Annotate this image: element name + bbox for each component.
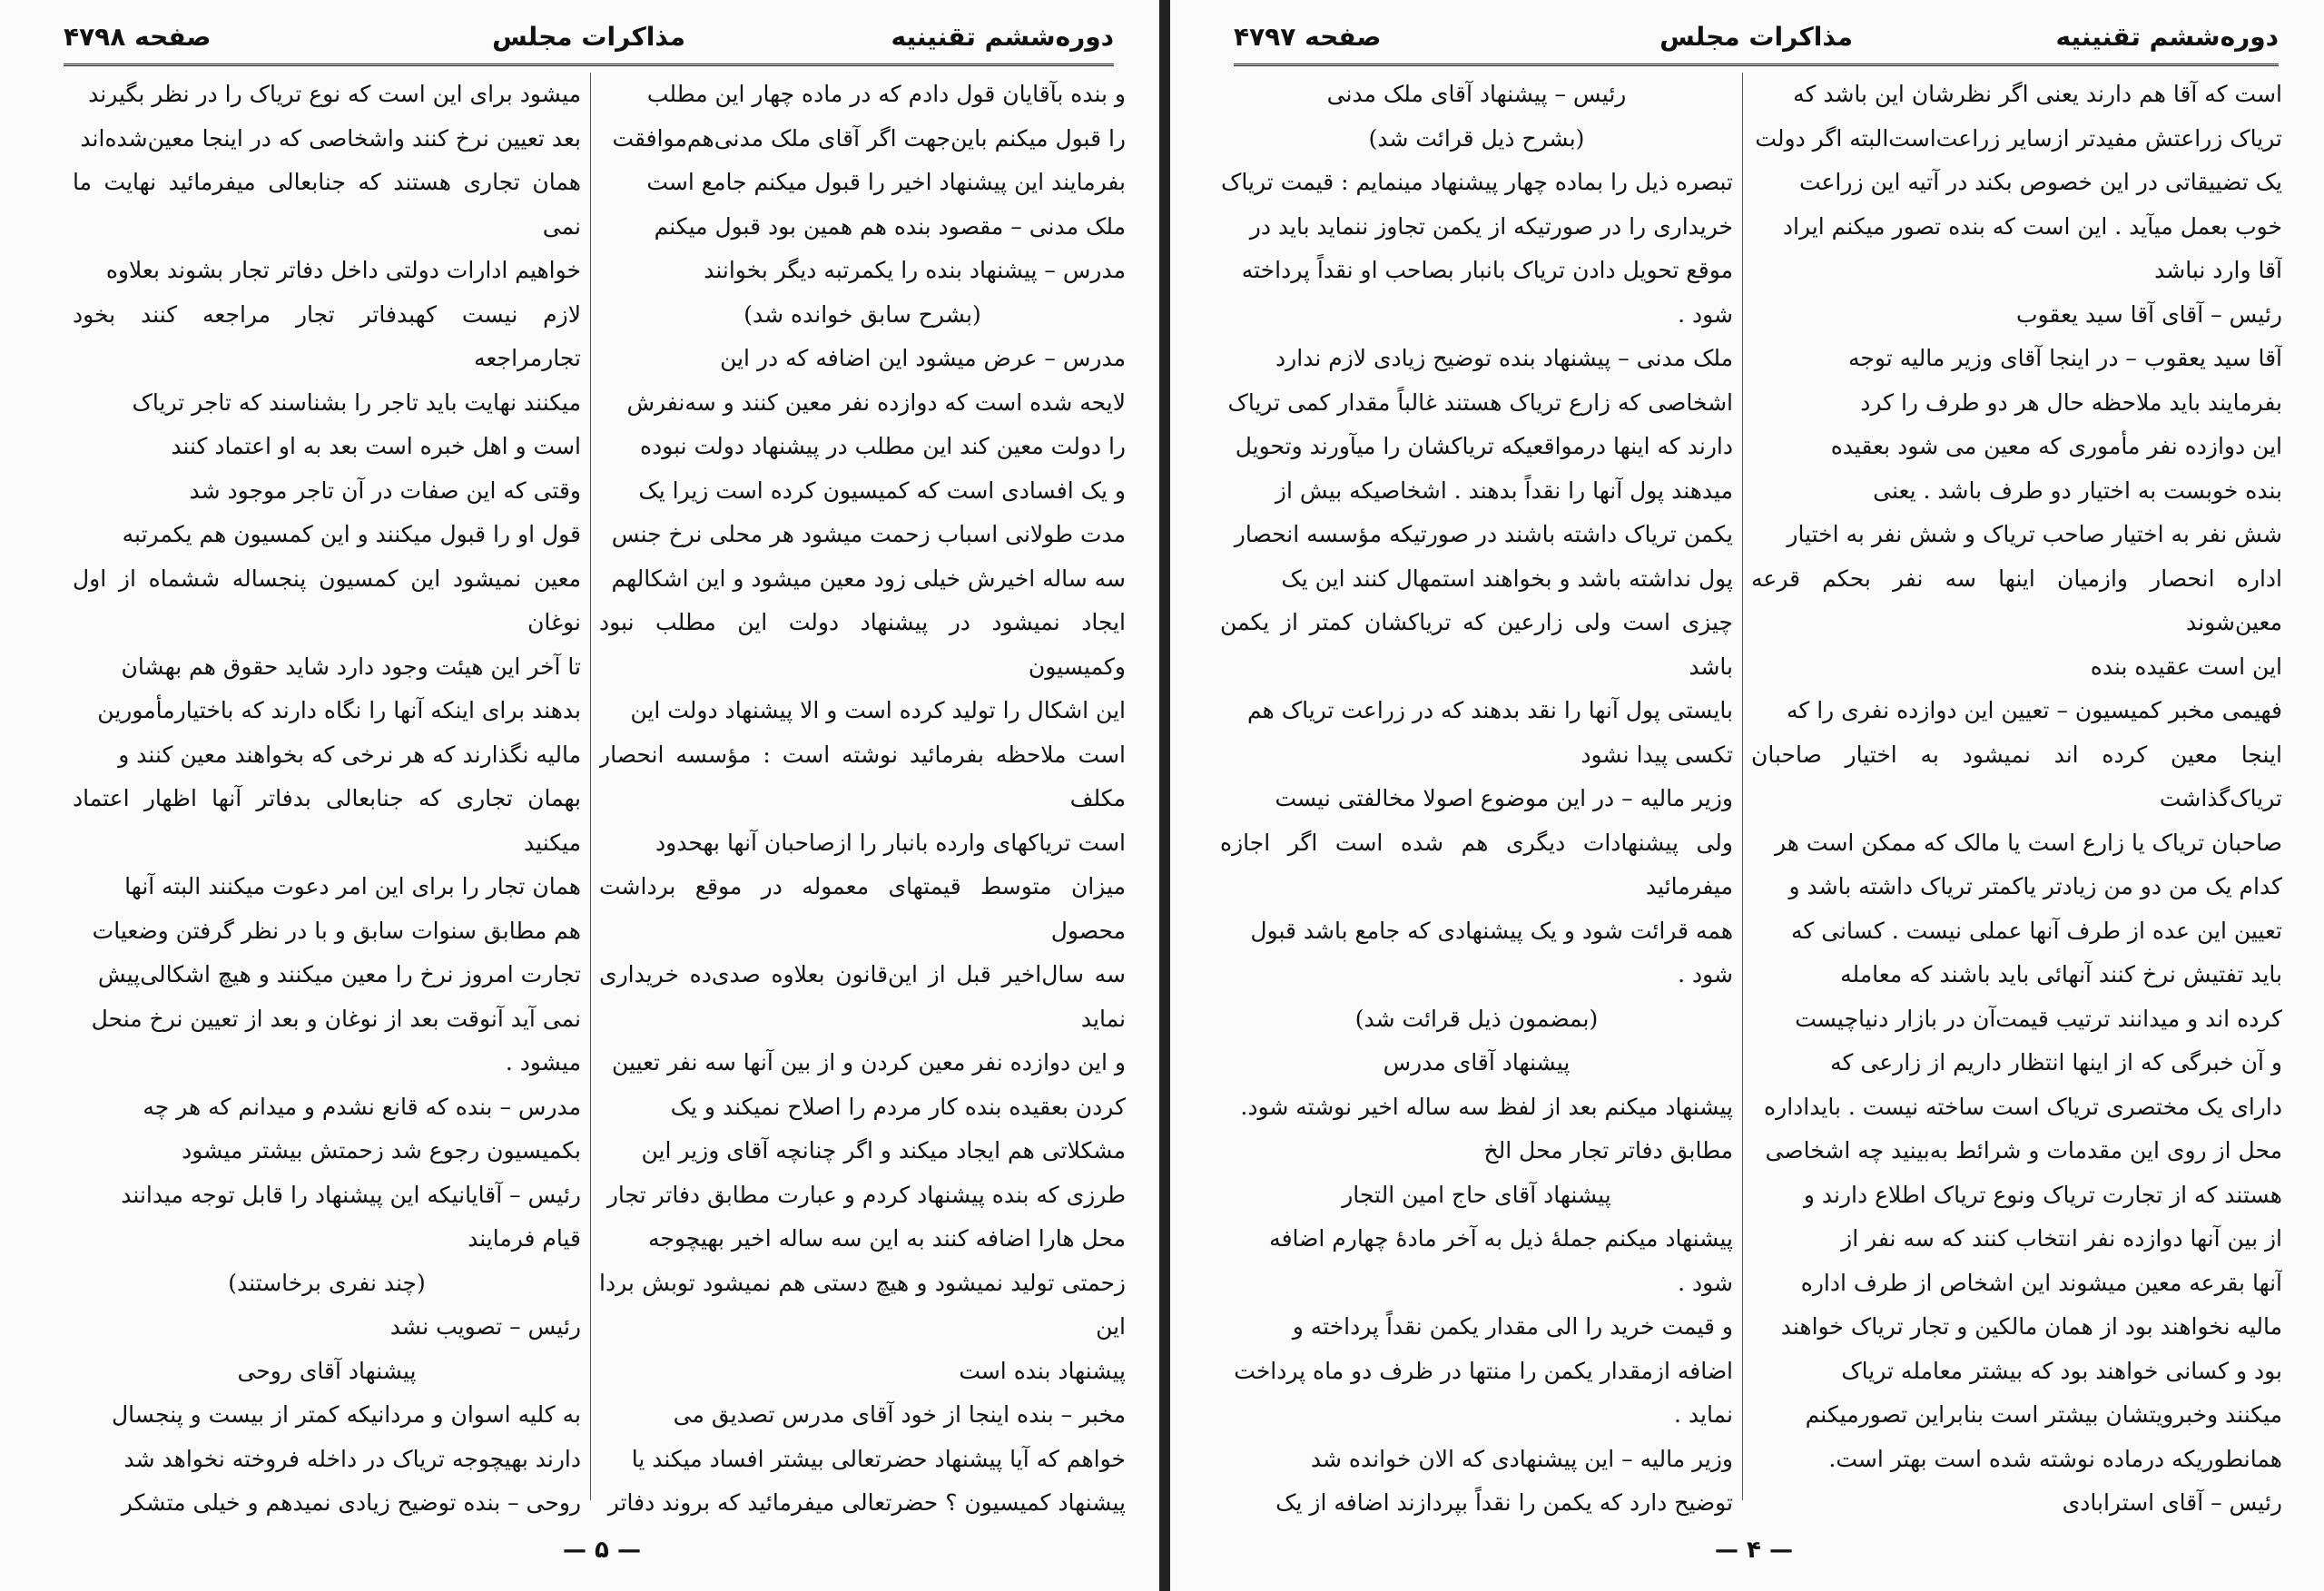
text-line: (بشرح سابق خوانده شد) — [743, 300, 981, 328]
text-line: پیشنهاد کمیسیون ؟ حضرتعالی میفرمائید که بروند دفاتر — [607, 1489, 1126, 1516]
text-line: وزیر مالیه – در این موضوع اصولا مخالفتی نیست — [1275, 785, 1733, 811]
text-line: اداره انحصار وازمیان اینها سه نفر بحکم قرعه معین‌شوند — [1751, 565, 2282, 635]
text-line: این اشکال را تولید کرده است و الا پیشنهاد دولت این — [630, 697, 1126, 723]
text-column-right — [599, 73, 1126, 1518]
text-line: این است عقیده بنده — [2090, 653, 2282, 680]
text-line: همان تجاری هستند که جنابعالی میفرمائید نهایت ما نمی — [73, 169, 581, 240]
column-divider — [1742, 73, 1743, 1500]
text-line: دارند بهیچوجه تریاک در داخله فروخته نخواهد شد — [123, 1445, 581, 1472]
text-line: و بنده بآقایان قول دادم که در ماده چهار این مطلب — [646, 81, 1126, 107]
text-line: روحی – بنده توضیح زیادی نمیدهم و خیلی متشکر — [121, 1489, 581, 1516]
text-line: و این دوازده نفر معین کردن و از بین آنها سه نفر تعیین — [612, 1049, 1126, 1075]
text-line: نماید . — [1673, 1401, 1733, 1428]
text-line: همه قرائت شود و یک پیشنهادی که جامع باشد قبول — [1250, 917, 1733, 944]
text-line: پول نداشته باشد و بخواهند استمهال کنند این یک — [1281, 565, 1733, 592]
text-line: مالیه نگذارند که هر نرخی که بخواهند معین کنند و — [118, 741, 581, 768]
text-line: همانطوریکه درماده نوشته شده است بهتر است. — [1828, 1445, 2282, 1472]
text-line: مدرس – پیشنهاد بنده را یکمرتبه دیگر بخوانند — [704, 257, 1126, 283]
page-folio: — ۵ — — [563, 1537, 641, 1564]
text-line: قول او را قبول میکنند و این کمسیون هم یکمرتبه — [122, 521, 581, 547]
text-line: است که آقا هم دارند یعنی اگر نظرشان این باشد که — [1793, 81, 2282, 107]
text-line: تکسی پیدا نشود — [1581, 741, 1733, 768]
text-line: بهمان تجاری که جنابعالی بدفاتر آنها اظهار اعتماد میکنید — [73, 785, 581, 856]
text-line: دارند که اینها درمواقعیکه تریاکشان را میآورند وتحویل — [1235, 433, 1733, 459]
text-line: ملک مدنی – پیشنهاد بنده توضیح زیادی لازم ندارد — [1275, 345, 1733, 371]
text-line: مالیه نخواهند بود از همان مالکین و تجار تریاک خواهند — [1780, 1313, 2282, 1340]
text-line: وقتی که این صفات در آن تاجر موجود شد — [189, 476, 581, 504]
text-line: شود . — [1678, 1269, 1733, 1296]
text-line: (بشرح ذیل قرائت شد) — [1368, 124, 1585, 152]
text-line: اضافه ازمقدار یکمن را منتها در ظرف دو ماه پرداخت — [1234, 1357, 1733, 1384]
text-line: قیام فرمایند — [468, 1225, 581, 1252]
text-line: محل هارا اضافه کنند به این سه ساله اخیر بهیچوجه — [648, 1225, 1126, 1252]
text-line: لازم نیست کهبدفاتر تجار مراجعه کنند بخود تجارمراجعه — [73, 300, 581, 371]
right-page — [1170, 0, 2324, 1591]
text-line: رئیس – آقایانیکه این پیشنهاد را قابل توجه میدانند — [121, 1181, 581, 1208]
page-number-label: صفحه ۴۷۹۸ — [64, 22, 212, 52]
text-column-left — [1220, 73, 1733, 1518]
text-line: لایحه شده است که دوازده نفر معین کنند و سه‌نفرش — [626, 388, 1126, 416]
publication-title: مذاکرات مجلس — [492, 22, 685, 52]
text-line: پیشنهاد آقای حاج امین التجار — [1342, 1181, 1611, 1208]
text-line: خوب بعمل میآید . این است که بنده تصور میکنم ایراد — [1782, 212, 2282, 240]
term-label: دوره‌ششم تقنینیه — [891, 22, 1114, 52]
text-line: آقا سید یعقوب – در اینجا آقای وزیر مالیه توجه — [1848, 345, 2282, 371]
text-line: آنها بقرعه معین میشوند این اشخاص از طرف اداره — [1800, 1269, 2282, 1296]
text-line: بنده خوبست به اختیار دو طرف باشد . یعنی — [1873, 476, 2282, 504]
text-line: رئیس – آقای آقا سید یعقوب — [2015, 300, 2282, 328]
text-line: میکنند وخبرویتشان بیشتر است بنابراین تصورمیکنم — [1805, 1401, 2282, 1428]
page-folio: — ۴ — — [1715, 1537, 1793, 1564]
text-line: این دوازده نفر مأموری که معین می شود بعقیده — [1830, 433, 2282, 459]
text-line: اشخاصی که زارع تریاک هستند غالباً مقدار کمی تریاک — [1227, 388, 1733, 416]
text-line: پیشنهاد میکنم جملهٔ ذیل به آخر مادهٔ چهارم اضافه — [1269, 1225, 1733, 1252]
text-line: آقا وارد نباشد — [2154, 257, 2282, 283]
text-line: (بمضمون ذیل قرائت شد) — [1354, 1005, 1599, 1032]
text-line: است و اهل خبره است بعد به او اعتماد کنند — [171, 433, 581, 459]
text-line: خواهم که آیا پیشنهاد حضرتعالی بیشتر افساد میکند یا — [631, 1445, 1126, 1472]
text-line: کدام یک من دو من زیادتر یاکمتر تریاک داشته باشد و — [1788, 873, 2282, 899]
text-line: بفرمایند باید ملاحظه حال هر دو طرف را کرد — [1860, 388, 2282, 416]
text-line: مدت طولانی اسباب زحمت میشود هر محلی نرخ جنس — [611, 521, 1126, 547]
text-line: طرزی که بنده پیشنهاد کردم و عبارت مطابق دفاتر تجار — [606, 1181, 1126, 1208]
text-line: هستند که از تجارت تریاک ونوع تریاک اطلاع دارند و — [1803, 1181, 2282, 1208]
column-divider — [590, 73, 591, 1500]
text-line: سه سال‌اخیر قبل از این‌قانون بعلاوه صدی‌ده خریداری نماید — [599, 961, 1126, 1032]
text-line: و قیمت خرید را الی مقدار یکمن نقداً پرداخته و — [1292, 1313, 1733, 1340]
text-line: را قبول میکنم باین‌جهت اگر آقای ملک مدنی‌هم‌موافقت — [612, 124, 1126, 152]
text-line: تعیین این عده از طرف آنها عملی نیست . کسانی که — [1790, 917, 2282, 944]
text-line: ولی پیشنهادات دیگری هم شده است اگر اجازه میفرمائید — [1220, 829, 1733, 899]
text-line: تبصره ذیل را بماده چهار پیشنهاد مینمایم : قیمت تریاک — [1221, 169, 1733, 195]
text-line: باید تفتیش نرخ کنند آنهائی باید باشند که معامله — [1840, 961, 2282, 987]
text-line: خریداری را در صورتیکه از یکمن تجاوز ننماید باید در — [1249, 212, 1733, 240]
text-line: کردن بعقیده بنده کار مردم را اصلاح نمیکند و یک — [670, 1093, 1126, 1120]
text-line: تجارت امروز نرخ را معین میکنند و هیچ اشکالی‌پیش — [97, 961, 581, 987]
text-line: موقع تحویل دادن تریاک بانبار بصاحب او نقداً پرداخته — [1241, 257, 1733, 283]
text-line: اینجا معین کرده اند نمیشود به اختیار صاحبان تریاک‌گذاشت — [1751, 741, 2282, 811]
text-line: کرده اند و میدانند ترتیب قیمت‌آن در بازار دنیاچیست — [1795, 1005, 2282, 1032]
term-label: دوره‌ششم تقنینیه — [2055, 22, 2279, 52]
text-line: مخبر – بنده اینجا از خود آقای مدرس تصدیق می — [673, 1401, 1126, 1428]
text-line: پیشنهاد میکنم بعد از لفظ سه ساله اخیر نوشته شود. — [1240, 1093, 1733, 1120]
text-line: فهیمی مخبر کمیسیون – تعیین این دوازده نفری را که — [1786, 697, 2282, 723]
text-line: به کلیه اسوان و مردانیکه کمتر از بیست و پنجسال — [111, 1401, 581, 1428]
text-line: مطابق دفاتر تجار محل الخ — [1483, 1137, 1733, 1164]
text-line: بفرمایند این پیشنهاد اخیر را قبول میکنم جامع است — [646, 169, 1126, 195]
text-line: بکمیسیون رجوع شد زحمتش بیشتر میشود — [182, 1137, 581, 1164]
text-column-left — [73, 73, 581, 1518]
text-line: توضیح دارد که یکمن را نقداً بپردازند اضافه از یک — [1275, 1489, 1733, 1516]
text-line: مدرس – عرض میشود این اضافه که در این — [720, 345, 1126, 371]
text-line: ایجاد نمیشود در پیشنهاد دولت این مطلب نبود وکمیسیون — [599, 609, 1126, 680]
text-line: رئیس – آقای استرابادی — [2062, 1489, 2282, 1516]
text-line: یک تضییقاتی در این خصوص بکند در آتیه این زراعت — [1798, 169, 2282, 195]
text-line: و آن خبرگی که از اینها انتظار داریم از زارعی که — [1830, 1049, 2282, 1075]
text-column-right — [1751, 73, 2282, 1518]
page-header — [64, 16, 1114, 66]
text-line: تا آخر این هیئت وجود دارد شاید حقوق هم بهشان — [121, 653, 581, 680]
text-line: وزیر مالیه – این پیشنهادی که الان خوانده شد — [1310, 1445, 1733, 1472]
text-line: شود . — [1678, 300, 1733, 328]
text-line: چیزی است ولی زارعین که تریاکشان کمتر از یکمن باشد — [1220, 609, 1733, 680]
text-line: میکنند نهایت باید تاجر را بشناسند که تاجر تریاک — [132, 388, 581, 416]
text-line: یکمن تریاک داشته باشند در صورتیکه مؤسسه انحصار — [1234, 521, 1733, 547]
text-line: شود . — [1678, 961, 1733, 987]
text-line: معین نمیشود این کمسیون پنجساله ششماه از اول نوغان — [73, 565, 581, 635]
text-line: است ملاحظه بفرمائید نوشته است : مؤسسه انحصار مکلف — [599, 741, 1126, 811]
text-line: از بین آنها دوازده نفر انتخاب کنند که سه نفر از — [1841, 1225, 2282, 1252]
text-line: میشود برای این است که نوع تریاک را در نظر بگیرند — [88, 81, 581, 107]
text-line: میشود . — [505, 1049, 581, 1075]
text-line: بدهند برای اینکه آنها را نگاه دارند که باختیارمأمورین — [97, 697, 581, 723]
text-line: رئیس – تصویب نشد — [389, 1313, 581, 1340]
text-line: دارای یک مختصری تریاک است ساخته نیست . باید‌اداره — [1764, 1093, 2282, 1120]
text-line: زحمتی تولید نمیشود و هیچ دستی هم نمیشود توبش بردا این — [599, 1269, 1126, 1340]
text-line: بعد تعیین نرخ کنند واشخاصی که در اینجا معین‌شده‌اند — [80, 124, 581, 152]
text-line: میدهند پول آنها را نقداً بدهند . اشخاصیکه بیش از — [1275, 476, 1733, 504]
text-line: پیشنهاد بنده است — [959, 1357, 1126, 1384]
text-line: تریاک زراعتش مفیدتر ازسایر زراعت‌است‌البته اگر دولت — [1755, 124, 2282, 152]
text-line: و یک افسادی است که کمیسیون کرده است زیرا یک — [638, 476, 1126, 504]
text-line: (چند نفری برخاستند) — [228, 1269, 426, 1296]
text-line: همان تجار را برای این امر دعوت میکنند البته آنها — [124, 873, 581, 899]
page-number-label: صفحه ۴۷۹۷ — [1234, 22, 1382, 52]
publication-title: مذاکرات مجلس — [1659, 22, 1853, 52]
text-line: بایستی پول آنها را نقد بدهند که در زراعت تریاک هم — [1246, 697, 1733, 723]
text-line: پیشنهاد آقای مدرس — [1383, 1049, 1571, 1075]
text-line: محل از روی این مقدمات و شرائط به‌بینید چه اشخاصی — [1765, 1137, 2282, 1164]
text-line: رئیس – پیشنهاد آقای ملک مدنی — [1326, 81, 1627, 107]
text-line: نمی آید آنوقت بعد از نوغان و بعد از تعیین نرخ منحل — [91, 1005, 581, 1032]
text-line: شش نفر به اختیار صاحب تریاک و شش نفر به اختیار — [1787, 521, 2282, 547]
text-line: را دولت معین کند این مطلب در پیشنهاد دولت نبوده — [639, 433, 1126, 459]
text-line: پیشنهاد آقای روحی — [237, 1357, 417, 1384]
text-line: ملک مدنی – مقصود بنده هم همین بود قبول میکنم — [654, 212, 1126, 240]
text-line: خواهیم ادارات دولتی داخل دفاتر تجار بشوند بعلاوه — [105, 257, 581, 283]
text-line: صاحبان تریاک یا زارع است یا مالک که ممکن است هر — [1775, 829, 2282, 856]
text-line: مشکلاتی هم ایجاد میکند و اگر چنانچه آقای وزیر این — [641, 1137, 1126, 1164]
text-line: میزان متوسط قیمتهای معموله در موقع برداشت محصول — [599, 873, 1126, 944]
text-line: هم مطابق سنوات سابق و با در نظر گرفتن وضعیات — [92, 917, 581, 944]
text-line: است تریاکهای وارده بانبار را ازصاحبان آنها بهحدود — [655, 829, 1126, 856]
text-line: مدرس – بنده که قانع نشدم و میدانم که هر چه — [143, 1093, 581, 1120]
text-line: سه ساله اخیرش خیلی زود معین میشود و این اشکالهم — [611, 565, 1126, 592]
text-line: بود و کسانی خواهند بود که بیشتر معامله تریاک — [1841, 1357, 2282, 1384]
page-header — [1234, 16, 2279, 66]
